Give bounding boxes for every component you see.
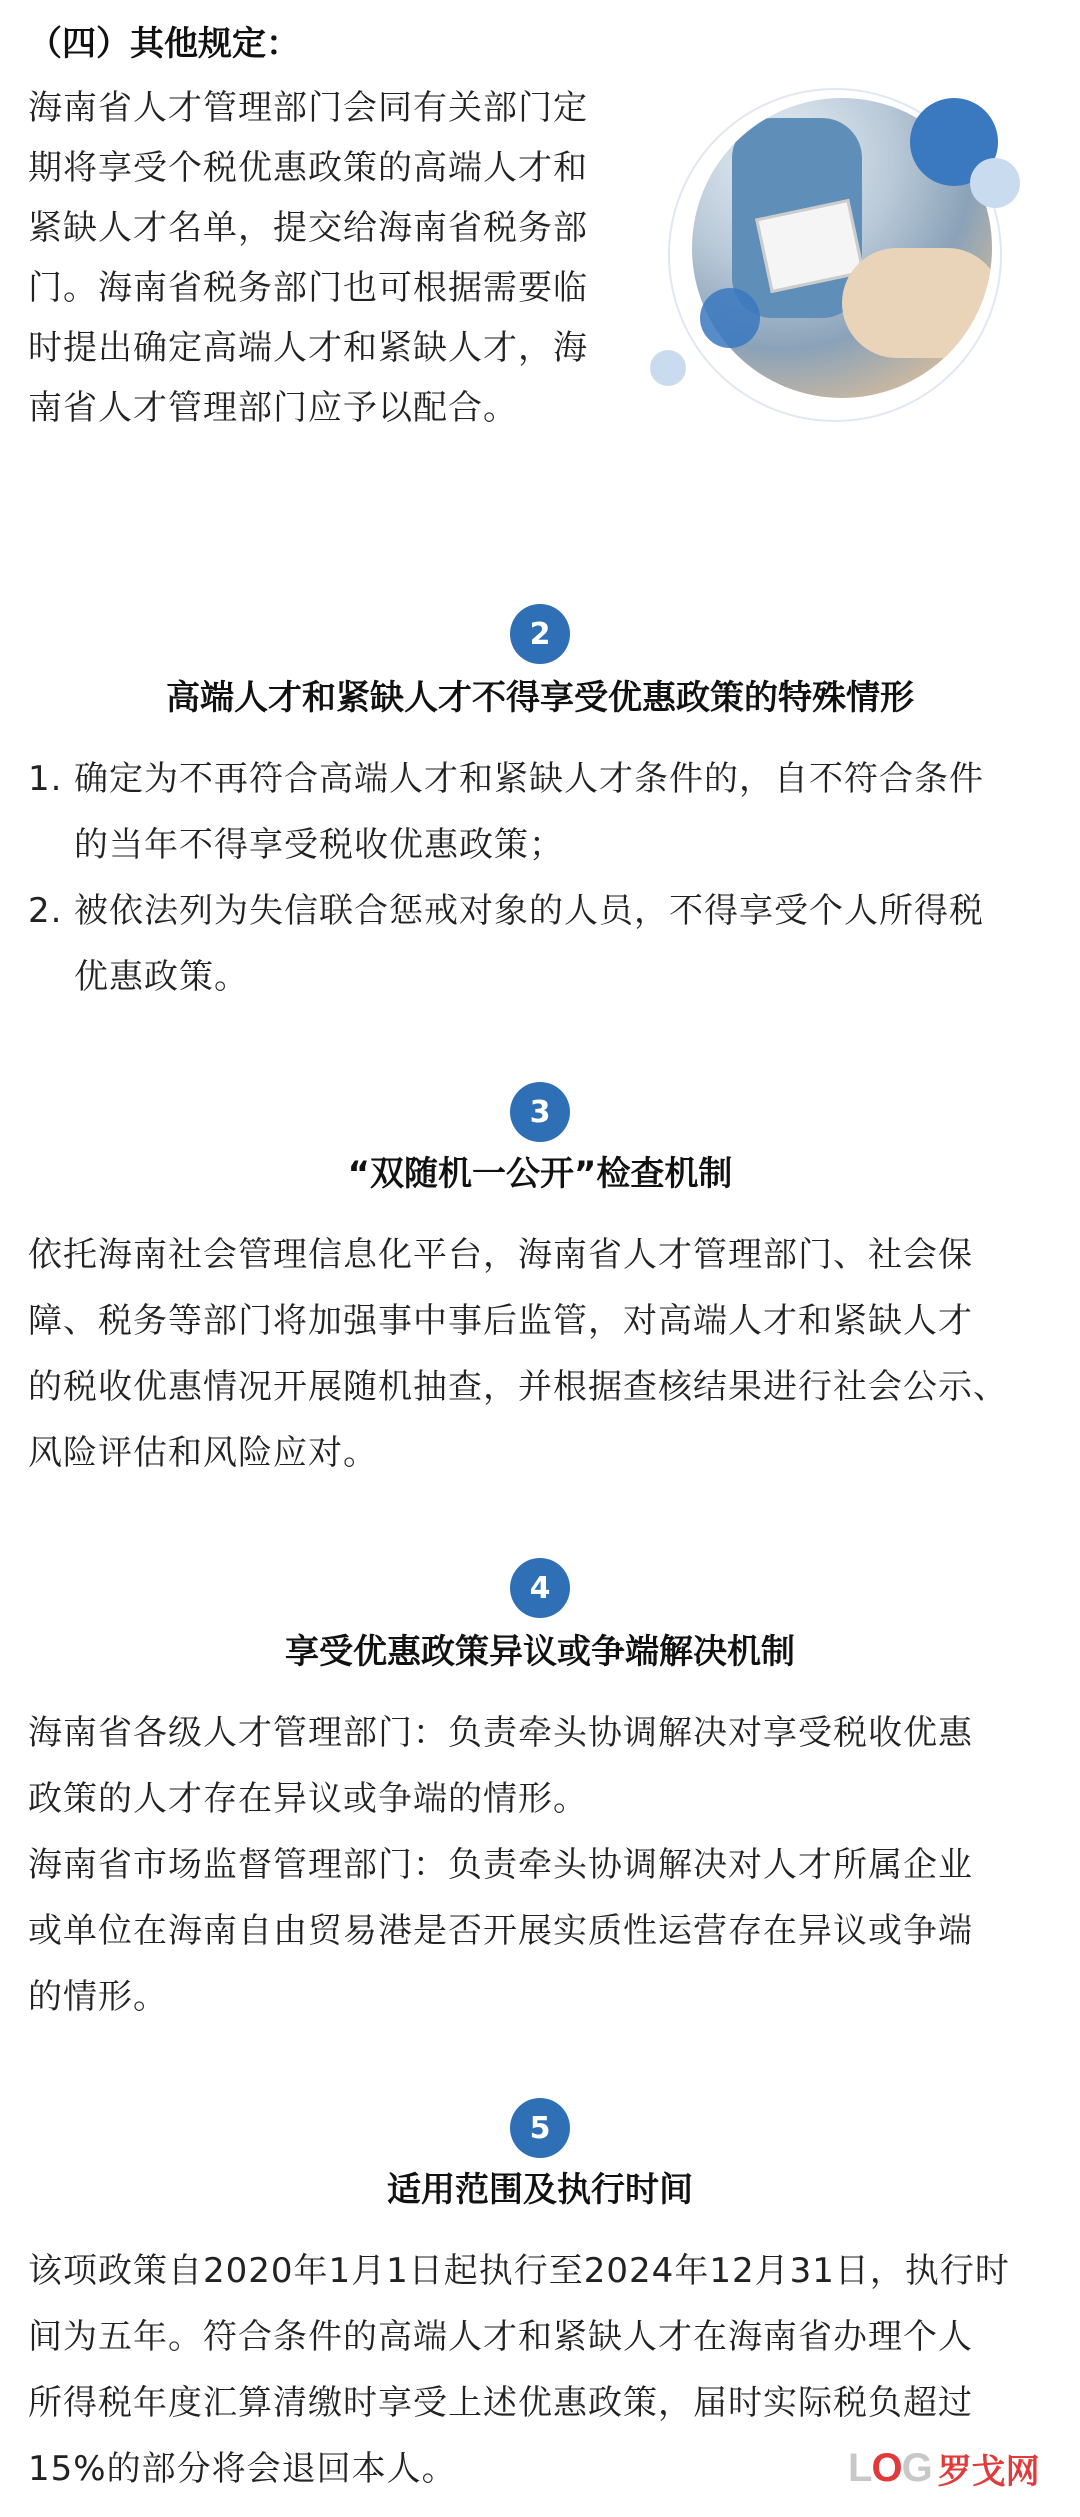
list-item-line: 被依法列为失信联合惩戒对象的人员，不得享受个人所得税 <box>74 891 984 931</box>
section-title: “双随机一公开”检查机制 <box>347 1154 733 1194</box>
intro-line: 门。海南省税务部门也可根据需要临 <box>28 268 588 308</box>
text-line: 所得税年度汇算清缴时享受上述优惠政策，届时实际税负超过 <box>28 2383 973 2423</box>
list-item-line: 优惠政策。 <box>74 957 249 997</box>
section-title: 适用范围及执行时间 <box>387 2170 693 2210</box>
text-line: 该项政策自2020年1月1日起执行至2024年12月31日，执行时 <box>28 2251 1010 2291</box>
photo-hands-shape <box>842 248 992 358</box>
text-line: 障、税务等部门将加强事中事后监管，对高端人才和紧缺人才 <box>28 1301 973 1341</box>
dispute-mechanism-paragraph <box>28 1700 1052 2030</box>
special-cases-list <box>28 746 1052 1010</box>
list-item-line: 的当年不得享受税收优惠政策； <box>74 825 564 865</box>
intro-line: 时提出确定高端人才和紧缺人才，海 <box>28 328 588 368</box>
text-line: 海南省市场监督管理部门：负责牵头协调解决对人才所属企业 <box>28 1845 973 1885</box>
text-line: 间为五年。符合条件的高端人才和紧缺人才在海南省办理个人 <box>28 2317 973 2357</box>
list-item-number: 2. <box>28 891 63 931</box>
text-line: 依托海南社会管理信息化平台，海南省人才管理部门、社会保 <box>28 1235 973 1275</box>
inspection-mechanism-paragraph <box>28 1222 1052 1486</box>
list-item <box>28 878 1052 1010</box>
text-line: 15%的部分将会退回本人。 <box>28 2449 457 2489</box>
text-line: 政策的人才存在异议或争端的情形。 <box>28 1779 588 1819</box>
watermark-logo-text: LOG <box>848 2445 932 2490</box>
text-line: 的税收优惠情况开展随机抽查，并根据查核结果进行社会公示、 <box>28 1367 1008 1407</box>
illustration-photo <box>640 88 1060 418</box>
intro-line: 海南省人才管理部门会同有关部门定 <box>28 88 588 128</box>
decor-dot-medium <box>700 288 760 348</box>
section-title: 享受优惠政策异议或争端解决机制 <box>285 1632 795 1672</box>
section-title: 高端人才和紧缺人才不得享受优惠政策的特殊情形 <box>166 678 914 718</box>
section-number-badge: 3 <box>510 1082 570 1142</box>
list-item-line: 确定为不再符合高端人才和紧缺人才条件的，自不符合条件 <box>74 759 984 799</box>
list-item-number: 1. <box>28 759 63 799</box>
text-line: 海南省各级人才管理部门：负责牵头协调解决对享受税收优惠 <box>28 1713 973 1753</box>
text-line: 的情形。 <box>28 1977 168 2017</box>
watermark-site-name: 罗戈网 <box>937 2451 1040 2492</box>
watermark-logo <box>848 2438 1040 2498</box>
intro-line: 期将享受个税优惠政策的高端人才和 <box>28 148 588 188</box>
intro-line: 南省人才管理部门应予以配合。 <box>28 388 518 428</box>
text-line: 或单位在海南自由贸易港是否开展实质性运营存在异议或争端 <box>28 1911 973 1951</box>
intro-paragraph <box>28 78 628 438</box>
section-number-badge: 4 <box>510 1558 570 1618</box>
intro-line: 紧缺人才名单，提交给海南省税务部 <box>28 208 588 248</box>
text-line: 风险评估和风险应对。 <box>28 1433 378 1473</box>
decor-dot-small <box>650 350 686 386</box>
decor-dot-light <box>970 158 1020 208</box>
list-item <box>28 746 1052 878</box>
section-number-badge: 5 <box>510 2098 570 2158</box>
subheading-other-rules: （四）其他规定： <box>28 24 300 64</box>
section-number-badge: 2 <box>510 604 570 664</box>
